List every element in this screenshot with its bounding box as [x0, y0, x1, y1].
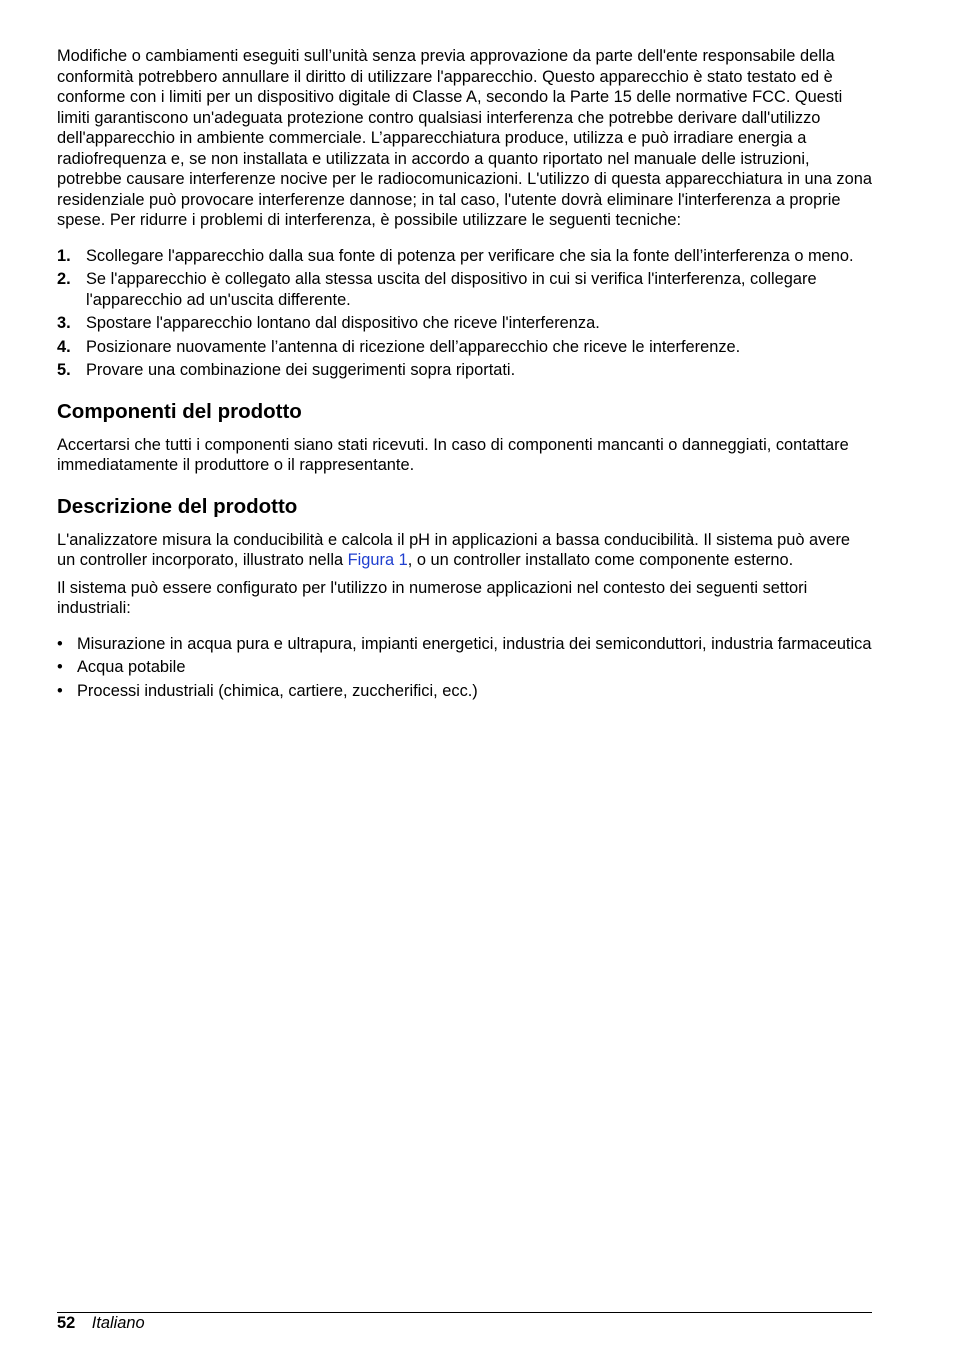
page-footer [57, 1313, 145, 1333]
step-text: Posizionare nuovamente l’antenna di ricezione dell’apparecchio che riceve le interferenze. [86, 337, 741, 356]
list-item [57, 681, 872, 702]
bullet-icon: • [57, 658, 63, 676]
sectors-intro-paragraph: Il sistema può essere configurato per l'utilizzo in numerose applicazioni nel contesto dei seguenti settori industriali: [57, 578, 808, 617]
interference-steps-list [57, 246, 872, 381]
description-text-after-link: , o un controller installato come componente esterno. [407, 551, 794, 569]
list-item [57, 337, 872, 358]
list-item [57, 360, 872, 381]
list-item [57, 634, 872, 655]
list-item [57, 657, 872, 678]
footer-language: Italiano [91, 1314, 145, 1332]
components-heading: Componenti del prodotto [57, 399, 302, 423]
description-text-before-link: L'analizzatore misura la conducibilità e calcola il pH in applicazioni a bassa conducibilità. Il sistema può avere un controller incorporato, illustrato nella [57, 530, 851, 569]
bullet-icon: • [57, 634, 63, 653]
components-paragraph: Accertarsi che tutti i componenti siano stati ricevuti. In caso di componenti mancanti o danneggiati, contattare immediatamente il produttore o il rappresentante. [57, 435, 849, 474]
step-text: Se l'apparecchio è collegato alla stessa uscita del dispositivo in cui si verifica l'interferenza, collegare l'apparecchio ad un'uscita differente. [86, 270, 817, 309]
sectors-list [57, 634, 872, 702]
list-item [57, 269, 872, 310]
figure-link[interactable]: Figura 1 [347, 551, 408, 569]
step-text: Scollegare l'apparecchio dalla sua fonte di potenza per verificare che sia la fonte dell’interferenza o meno. [86, 246, 854, 265]
step-text: Spostare l'apparecchio lontano dal dispositivo che riceve l'interferenza. [86, 314, 600, 332]
fcc-intro-paragraph: Modifiche o cambiamenti eseguiti sull’unità senza previa approvazione da parte dell'ente responsabile della conformità potrebbero annullare il diritto di utilizzare l'apparecchio. Questo apparecchio è stato testato ed è conforme con i limiti per un dispositivo digitale di Classe A, secondo la Parte 15 delle normative FCC. Questi limiti garantiscono un'adeguata protezione contro qualsiasi interferenza che potrebbe derivare dall'utilizzo dell'apparecchio in ambiente commerciale. L’apparecchiatura produce, utilizza e può irradiare energia a radiofrequenza e, se non installata e utilizzata in accordo a quanto riportato nel manuale delle istruzioni, potrebbe causare interferenze nocive per le radiocomunicazioni. L'utilizzo di questa apparecchiatura in una zona residenziale può provocare interferenze dannose; in tal caso, l'utente dovrà eliminare l'interferenza a proprie spese. Per ridurre i problemi di interferenza, è possibile utilizzare le seguenti tecniche: [57, 47, 872, 229]
step-text: Provare una combinazione dei suggerimenti sopra riportati. [86, 361, 516, 379]
step-number: 1. [57, 246, 71, 265]
page-number: 52 [57, 1314, 76, 1332]
step-number: 4. [57, 337, 71, 356]
list-item [57, 246, 872, 267]
step-number: 3. [57, 314, 71, 332]
step-number: 5. [57, 361, 71, 379]
description-heading: Descrizione del prodotto [57, 494, 298, 518]
bullet-text: Acqua potabile [77, 658, 186, 676]
list-item [57, 313, 872, 334]
footer-divider [57, 1312, 872, 1313]
bullet-icon: • [57, 681, 63, 700]
document-page [57, 46, 872, 704]
description-paragraph [57, 530, 872, 571]
bullet-text: Processi industriali (chimica, cartiere, zuccherifici, ecc.) [77, 681, 478, 700]
bullet-text: Misurazione in acqua pura e ultrapura, impianti energetici, industria dei semiconduttori, industria farmaceutica [77, 634, 872, 653]
step-number: 2. [57, 270, 71, 288]
